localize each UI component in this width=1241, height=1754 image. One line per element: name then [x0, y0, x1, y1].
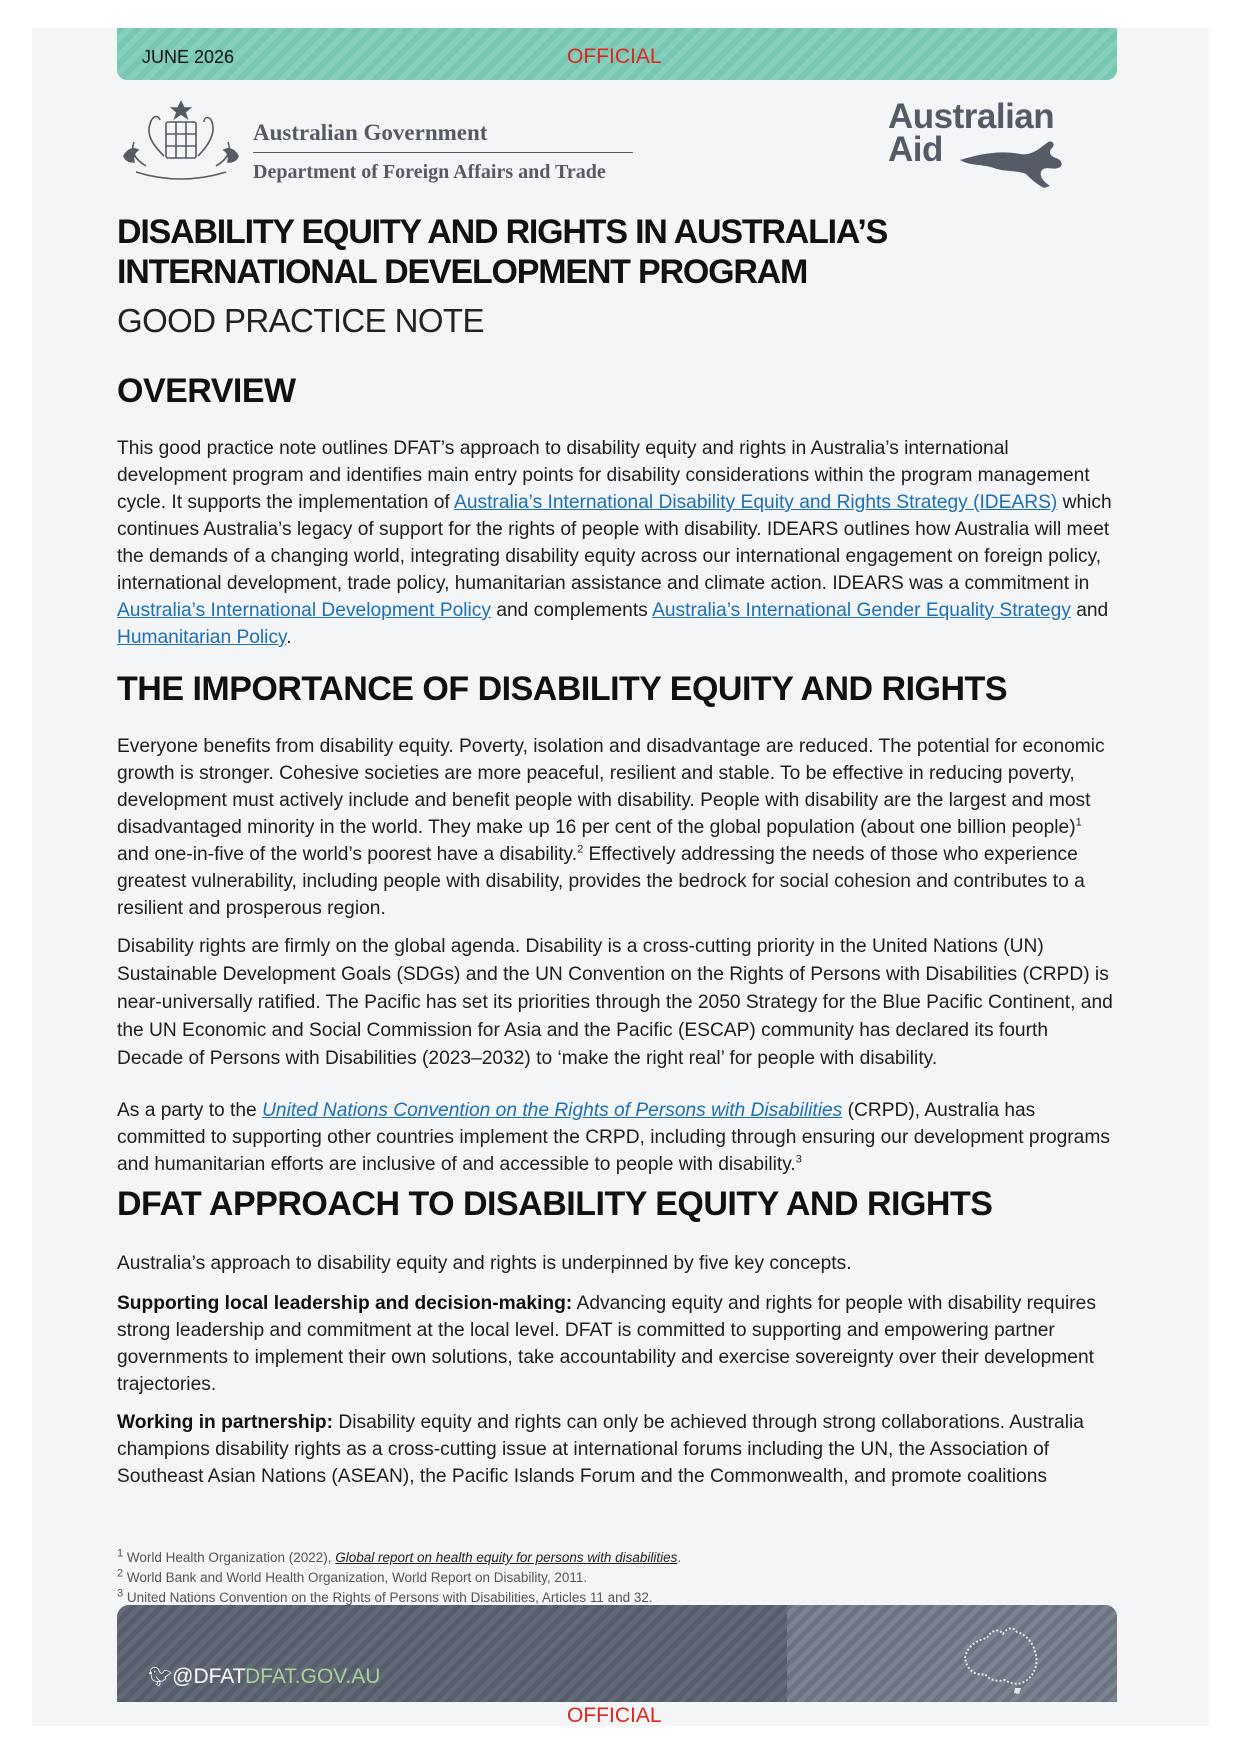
document-date: JUNE 2026: [142, 47, 235, 67]
department-name: Department of Foreign Affairs and Trade: [253, 161, 606, 183]
link-gender-strategy[interactable]: Australia’s International Gender Equality Strategy: [652, 600, 1071, 621]
twitter-handle-text: @DFAT: [172, 1665, 246, 1688]
footnote-1: [117, 1548, 681, 1568]
website-link[interactable]: DFAT.GOV.AU: [245, 1665, 381, 1688]
footnote-2-number: 2: [117, 1567, 124, 1580]
government-wordmark: [253, 120, 633, 184]
title-line-2: INTERNATIONAL DEVELOPMENT PROGRAM: [117, 253, 808, 291]
importance-paragraph-3: [117, 1097, 1119, 1178]
link-who-report[interactable]: Global report on health equity for persons with disabilities: [335, 1550, 678, 1565]
link-idears[interactable]: Australia’s International Disability Equity and Rights Strategy (IDEARS): [454, 492, 1058, 513]
aid-logo-line1: Australian: [888, 97, 1055, 136]
footnote-2-text: World Bank and World Health Organization, World Report on Disability, 2011.: [123, 1570, 588, 1585]
heading-approach: DFAT APPROACH TO DISABILITY EQUITY AND RIGHTS: [117, 1185, 993, 1223]
overview-text-4: and: [1070, 600, 1109, 621]
overview-paragraph: [117, 435, 1119, 651]
importance-text-3: Effectively addressing the needs of those who experience greatest vulnerability, including people with disability, provides the bedrock for social cohesion and contributes to a resilient and prosperous region.: [117, 844, 1085, 919]
overview-text-1: This good practice note outlines DFAT’s approach to disability equity and rights in Australia’s international development program and identifies main entry points for disability considerations within the program management cycle. It supports the implementation of: [117, 438, 1090, 513]
approach-intro-text: Australia’s approach to disability equity and rights is underpinned by five key concepts.: [117, 1253, 852, 1274]
approach-intro: [117, 1250, 1119, 1277]
government-title: Australian Government: [253, 120, 488, 145]
heading-importance: THE IMPORTANCE OF DISABILITY EQUITY AND RIGHTS: [117, 670, 1008, 708]
coat-of-arms-icon: [116, 96, 246, 192]
government-divider: [253, 152, 633, 153]
concept-partnership: [117, 1409, 1119, 1490]
concept-2-text: Disability equity and rights can only be achieved through strong collaborations. Australia champions disability rights as a cross-cutting issue at international forums including the UN, the Association of Southeast Asian Nations (ASEAN), the Pacific Islands Forum and the Commonwealth, and promote coalitions: [117, 1412, 1084, 1487]
link-development-policy[interactable]: Australia’s International Development Policy: [117, 600, 491, 621]
footer-band-highlight: [787, 1605, 1117, 1702]
concept-1-text: Advancing equity and rights for people with disability requires strong leadership and commitment at the local level. DFAT is committed to supporting and empowering partner governments to implement their own solutions, take accountability and exercise sovereignty over their development trajectories.: [117, 1293, 1096, 1395]
footnote-1-number: 1: [117, 1547, 124, 1560]
title-line-1: DISABILITY EQUITY AND RIGHTS IN AUSTRALIA’S: [117, 213, 888, 251]
kangaroo-icon: [960, 140, 1070, 190]
link-crpd[interactable]: United Nations Convention on the Rights of Persons with Disabilities: [262, 1100, 843, 1121]
document-title: [117, 212, 1117, 292]
concept-1-label: Supporting local leadership and decision-making:: [117, 1293, 573, 1314]
classification-marking-bottom: OFFICIAL: [567, 1704, 662, 1727]
twitter-handle[interactable]: [148, 1665, 246, 1689]
concept-2-label: Working in partnership:: [117, 1412, 334, 1433]
overview-text-5: .: [286, 627, 292, 648]
twitter-bird-icon: 🐦︎: [148, 1667, 173, 1688]
australia-map-icon: [955, 1618, 1045, 1698]
document-subtitle: GOOD PRACTICE NOTE: [117, 302, 484, 339]
overview-text-3: and complements: [491, 600, 653, 621]
classification-marking-top: OFFICIAL: [567, 45, 662, 68]
footnote-3-text: United Nations Convention on the Rights of Persons with Disabilities, Articles 11 and 32.: [123, 1590, 653, 1605]
footnote-2: [117, 1568, 681, 1588]
importance-text-p3b: (CRPD), Australia has committed to supporting other countries implement the CRPD, including through ensuring our development programs and humanitarian efforts are inclusive of and accessible to people with disability.: [117, 1100, 1110, 1175]
footnote-ref-2[interactable]: 2: [577, 843, 584, 856]
footnote-ref-1[interactable]: 1: [1075, 816, 1082, 829]
link-humanitarian-policy[interactable]: Humanitarian Policy: [117, 627, 287, 648]
footnote-1-end: .: [677, 1550, 682, 1565]
footnotes: [117, 1548, 681, 1608]
importance-paragraph-2: [117, 933, 1119, 1073]
importance-paragraph-1: [117, 733, 1119, 922]
concept-local-leadership: [117, 1290, 1119, 1398]
overview-text-2: which continues Australia’s legacy of support for the rights of people with disability. IDEARS outlines how Australia will meet the demands of a changing world, integrating disability equity across our international engagement on foreign policy, international development, trade policy, humanitarian assistance and climate action. IDEARS was a commitment in: [117, 492, 1112, 594]
importance-text-p2: Disability rights are firmly on the global agenda. Disability is a cross-cutting priority in the United Nations (UN) Sustainable Development Goals (SDGs) and the UN Convention on the Rights of Persons with Disabilities (CRPD) is near-universally ratified. The Pacific has set its priorities through the 2050 Strategy for the Blue Pacific Continent, and the UN Economic and Social Commission for Asia and the Pacific (ESCAP) community has declared its fourth Decade of Persons with Disabilities (2023–2032) to ‘make the right real’ for people with disability.: [117, 936, 1113, 1069]
footnote-3-number: 3: [117, 1587, 124, 1600]
importance-text-p3a: As a party to the: [117, 1100, 263, 1121]
heading-overview: OVERVIEW: [117, 372, 296, 410]
importance-text-2: and one-in-five of the world’s poorest have a disability.: [117, 844, 578, 865]
importance-text-1: Everyone benefits from disability equity. Poverty, isolation and disadvantage are reduced. The potential for economic growth is stronger. Cohesive societies are more peaceful, resilient and stable. To be effective in reducing poverty, development must actively include and benefit people with disability. People with disability are the largest and most disadvantaged minority in the world. They make up 16 per cent of the global population (about one billion people): [117, 736, 1105, 838]
footnote-1-text: World Health Organization (2022),: [123, 1550, 336, 1565]
aid-logo-line2: Aid: [888, 130, 943, 169]
footnote-ref-3[interactable]: 3: [795, 1153, 802, 1166]
